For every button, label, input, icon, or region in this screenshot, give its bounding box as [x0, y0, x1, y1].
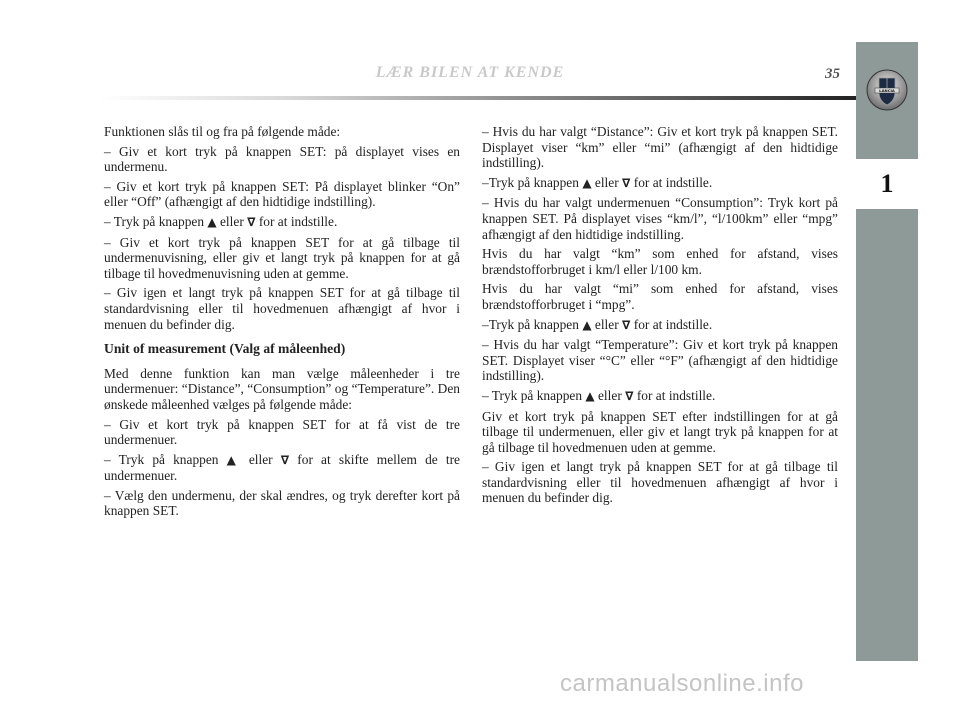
paragraph-with-arrows	[482, 175, 838, 192]
text-segment: – Tryk på knappen	[104, 451, 227, 467]
down-arrow-icon: ∇	[625, 388, 634, 403]
paragraph: Funktionen slås til og fra på følgende måde:	[104, 124, 341, 139]
text-segment: for at skifte mellem de tre undermenuer.	[104, 451, 460, 484]
up-arrow-icon: ▲	[226, 452, 241, 467]
text-segment: for at indstille.	[255, 213, 338, 229]
chapter-number: 1	[856, 159, 918, 209]
text-segment: –Tryk på knappen	[482, 174, 583, 190]
paragraph: – Giv et kort tryk på knappen SET: på displayet vises en undermenu.	[104, 143, 460, 175]
paragraph: Hvis du har valgt “mi” som enhed for afstand, vises brændstofforbruget i “mpg”.	[482, 281, 838, 312]
paragraph: – Giv et kort tryk på knappen SET for at gå tilbage til undermenuvisning, eller giv et langt tryk på knappen for at gå tilbage til hovedmenuvisning uden at gemme.	[104, 234, 460, 281]
text-segment: – Tryk på knappen	[482, 387, 586, 403]
text-segment: – Tryk på knappen	[104, 213, 208, 229]
text-segment: for at indstille.	[630, 174, 713, 190]
paragraph: Med denne funktion kan man vælge måleenheder i tre undermenuer: “Distance”, “Consumption” og “Temperature”. Den ønskede måleenhed vælges på følgende måde:	[104, 365, 460, 412]
paragraph: Hvis du har valgt “km” som enhed for afstand, vises brændstofforbruget i km/l eller l/100 km.	[482, 246, 838, 277]
down-arrow-icon: ∇	[622, 175, 631, 190]
down-arrow-icon: ∇	[622, 317, 631, 332]
up-arrow-icon: ▲	[582, 175, 592, 190]
section-heading: Unit of measurement (Valg af måleenhed)	[104, 341, 346, 357]
left-text-column	[104, 124, 460, 523]
paragraph: – Hvis du har valgt undermenuen “Consumption”: Tryk kort på knappen SET. På displayet vises “km/l”, “l/100km” eller “mpg” afhængigt af den hidtidige indstilling.	[482, 195, 838, 242]
up-arrow-icon: ▲	[207, 214, 217, 229]
paragraph: – Giv et kort tryk på knappen SET for at få vist de tre undermenuer.	[104, 416, 460, 448]
text-segment: for at indstille.	[633, 387, 716, 403]
right-text-column	[482, 124, 838, 510]
chapter-side-tab	[856, 42, 918, 661]
up-arrow-icon: ▲	[582, 317, 592, 332]
paragraph: – Hvis du har valgt “Distance”: Giv et kort tryk på knappen SET. Displayet viser “km” eller “mi” (afhængigt af den hidtidige indstilling).	[482, 124, 838, 171]
paragraph: – Vælg den undermenu, der skal ændres, og tryk derefter kort på knappen SET.	[104, 487, 460, 519]
paragraph: – Giv et kort tryk på knappen SET: På displayet blinker “On” eller “Off” (afhængigt af den hidtidige indstilling).	[104, 178, 460, 210]
text-segment: eller	[594, 387, 626, 403]
watermark-text[interactable]: carmanualsonline.info	[560, 670, 804, 697]
down-arrow-icon: ∇	[280, 452, 290, 467]
text-segment: eller	[591, 174, 623, 190]
paragraph: – Giv igen et langt tryk på knappen SET for at gå tilbage til standardvisning eller til hovedmenuen afhængigt af hvor i menuen du befinder dig.	[482, 459, 838, 506]
text-segment: eller	[216, 213, 248, 229]
page-header-title: LÆR BILEN AT KENDE	[375, 64, 565, 81]
up-arrow-icon: ▲	[585, 388, 595, 403]
paragraph: Giv et kort tryk på knappen SET efter indstillingen for at gå tilbage til undermenuen, eller giv et langt tryk på knappen for at gå tilbage til hovedmenuen uden at gemme.	[482, 408, 838, 455]
text-segment: –Tryk på knappen	[482, 316, 583, 332]
text-segment: eller	[591, 316, 623, 332]
paragraph-with-arrows	[482, 317, 838, 334]
paragraph-with-arrows	[104, 452, 460, 484]
down-arrow-icon: ∇	[247, 214, 256, 229]
paragraph: – Hvis du har valgt “Temperature”: Giv et kort tryk på knappen SET. Displayet viser “°C” eller “°F” (afhængigt af den hidtidige indstilling).	[482, 337, 838, 384]
paragraph-with-arrows	[482, 388, 838, 405]
paragraph: – Giv igen et langt tryk på knappen SET for at gå tilbage til standardvisning eller til hovedmenuen afhængigt af hvor i menuen du befinder dig.	[104, 285, 460, 332]
paragraph-with-arrows	[104, 214, 460, 231]
lancia-logo-icon	[866, 69, 908, 111]
logo-text: LANCIA	[879, 88, 895, 93]
header-rule	[100, 96, 856, 100]
text-segment: eller	[240, 451, 281, 467]
page-number: 35	[825, 66, 840, 82]
text-segment: for at indstille.	[630, 316, 713, 332]
